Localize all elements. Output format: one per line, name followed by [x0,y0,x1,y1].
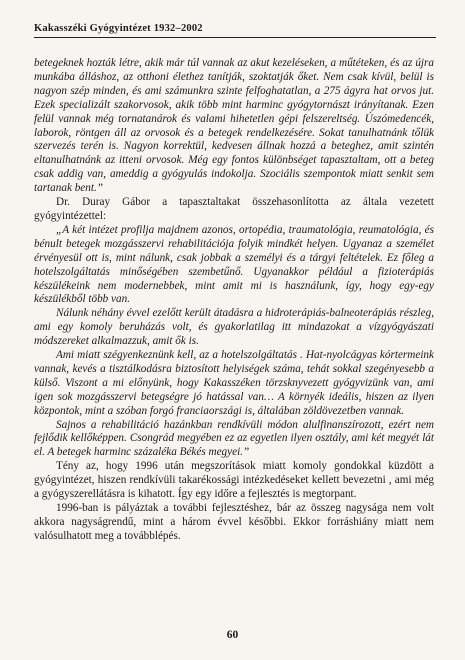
paragraph: „A két intézet profilja majdnem azonos, ortopédia, traumatológia, reumatológia, és bénult betegek mozgásszervi rehabilitációja folyik mindkét helyen. Ugyanaz a személet érvényesül ott is, mint nálunk, csak jobbak a személyi és a tárgyi feltételek. Ez főleg a hotelszolgáltatás minőségében szembetűnő. Ugyanakkor például a fizioterápiás készülékeink nem modernebbek, mint amit mi is használunk, így, hogy egy-egy készülékből több van. [34,223,434,306]
paragraph: Dr. Duray Gábor a tapasztaltakat összehasonlította az általa vezetett gyógyintézettel: [34,196,434,222]
paragraph: Sajnos a rehabilitáció hazánkban rendkívüli módon alulfinanszírozott, ezért nem fejlődik kellőképpen. Csongrád megyében ez az egyetlen ilyen osztály, ami két megyét lát el. A betegek harminc százaléka Békés megyei.” [34,418,434,459]
running-header: Kakasszéki Gyógyintézet 1932–2002 [34,23,436,38]
paragraph: 1996-ban is pályáztak a további fejlesztéshez, bár az összeg nagysága nem volt akkora nagyságrendű, mint a három évvel későbbi. Ekkor forráshiány miatt nem valósulhatott meg a továbblépés. [34,502,434,542]
paragraph: betegeknek hozták létre, akik már túl vannak az akut kezeléseken, a műtéteken, és az újra munkába álláshoz, az otthoni élethez tanítják, szoktatják őket. Nem csak kívül, belül is nagyon szép minden, és ami számunkra szinte felfoghatatlan, a 275 ágyra hat orvos jut. Ezek specializált szakorvosok, akik több mint harminc gyógytornászt irányítanak. Ezen felül vannak még tornatanárok és valami hihetetlen gépi felszereltség. Úszómedencék, laborok, röntgen áll az orvosok és a betegek rendelkezésére. Sokat tanulhatnánk tőlük szervezés terén is. Nagyon korrektül, kedvesen állnak hozzá a beteghez, amit szintén eltanulhatnánk az itteni orvosok. Még egy fontos különbséget tapasztaltam, ott a beteg csak addig van, ameddig a gyógyulás indokolja. Szociális szempontok miatt senkit sem tartanak bent.” [34,57,434,195]
page-number: 60 [226,629,239,641]
paragraph: Tény az, hogy 1996 után megszorítások miatt komoly gondokkal küzdött a gyógyintézet, hiszen rendkívüli takarékossági intézkedéseket kellett bevezetni , ami még a gyógyszerellátásra is kihatott. Így egy időre a fejlesztés is megtorpant. [34,460,434,501]
paragraph: Ami miatt szégyenkeznünk kell, az a hotelszolgáltatás . Hat-nyolcágyas kórtermeink vannak, kevés a tisztálkodásra biztosított helyiségek száma, tehát sokkal szegényesebb a külső. Viszont a mi előnyünk, hogy Kakasszéken törzsknyvezett gyógyvizünk van, ami igen sok mozgásszervi betegségre jó hatással van… A környék ideális, hiszen az ilyen központok, mint a szóban forgó franciaországi is, általában zöldövezetben vannak. [34,349,434,417]
body-text [34,57,434,544]
paragraph: Nálunk néhány évvel ezelőtt került átadásra a hidroterápiás-balneoterápiás részleg, ami egy komoly beruházás volt, és gyakorlatilag itt mindazokat a vízgyógyászati módszereket alkalmazzuk, amit ők is. [34,307,434,348]
